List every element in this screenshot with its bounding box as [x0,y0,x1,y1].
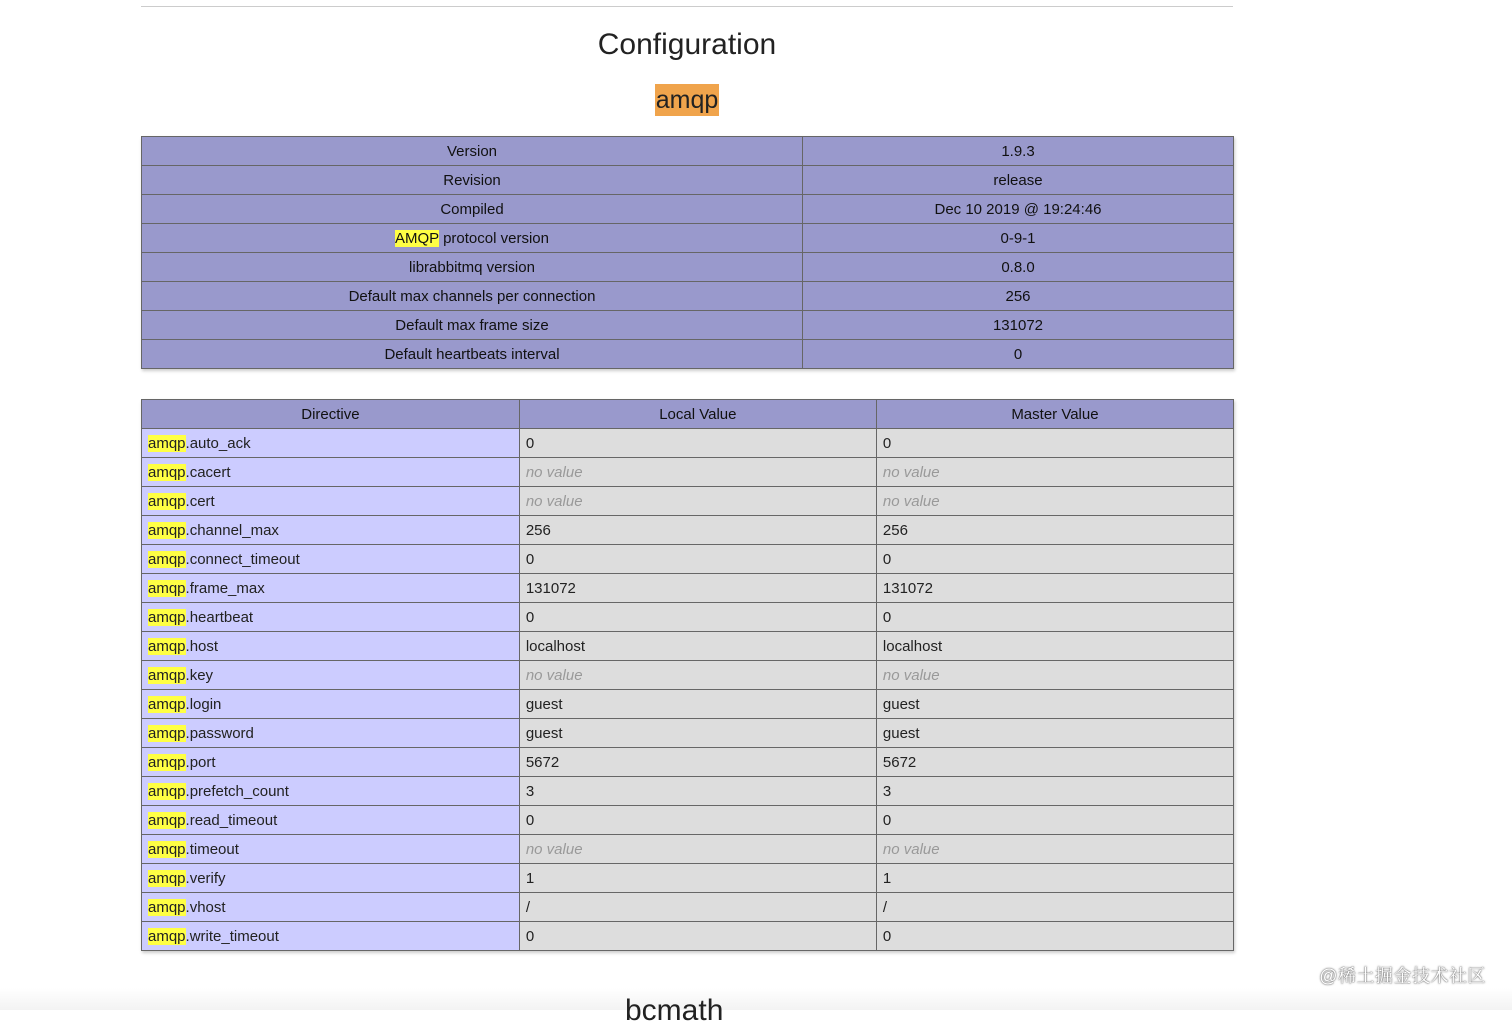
search-highlight: amqp [148,521,186,539]
directive-row [142,690,1234,719]
directive-row [142,893,1234,922]
info-row [142,311,1234,340]
info-key [142,224,803,253]
directive-suffix: .cacert [185,463,231,481]
directive-row [142,487,1234,516]
info-value: 0.8.0 [803,253,1234,282]
directive-row [142,516,1234,545]
directive-name [142,748,520,777]
master-value: guest [876,719,1233,748]
local-value: 3 [519,777,876,806]
master-value: 5672 [876,748,1233,777]
local-value: 0 [519,922,876,951]
directive-suffix: .login [185,695,222,713]
directive-row [142,806,1234,835]
info-key [142,166,803,195]
info-row [142,166,1234,195]
master-value: 0 [876,603,1233,632]
directive-suffix: .key [185,666,214,684]
local-value: 0 [519,603,876,632]
master-value: no value [876,487,1233,516]
search-highlight: amqp [148,579,186,597]
info-row [142,137,1234,166]
directive-row [142,719,1234,748]
info-value: release [803,166,1234,195]
module-title: amqp [655,86,719,114]
search-highlight: amqp [148,550,186,568]
directive-suffix: .password [185,724,254,742]
local-value: no value [519,835,876,864]
local-value: / [519,893,876,922]
master-value: / [876,893,1233,922]
directive-row [142,922,1234,951]
master-value: 0 [876,429,1233,458]
master-value: no value [876,458,1233,487]
module-info-table [141,136,1234,369]
directive-name [142,574,520,603]
section-title: Configuration [597,28,777,61]
directive-name [142,516,520,545]
search-highlight: amqp [148,666,186,684]
search-highlight: amqp [148,869,186,887]
directive-suffix: .host [185,637,219,655]
directive-name [142,429,520,458]
info-key-text: Revision [443,171,501,189]
directive-name [142,458,520,487]
directive-row [142,603,1234,632]
master-value: 0 [876,545,1233,574]
directive-suffix: .heartbeat [185,608,254,626]
search-highlight: amqp [148,724,186,742]
directive-suffix: .prefetch_count [185,782,289,800]
directive-name [142,777,520,806]
master-value: 0 [876,922,1233,951]
watermark: @稀土掘金技术社区 [1319,966,1486,986]
top-divider [141,6,1233,7]
search-highlight: amqp [148,463,186,481]
local-value: 0 [519,429,876,458]
directive-name [142,835,520,864]
directive-column-header: Directive [142,400,520,429]
directive-suffix: .vhost [185,898,226,916]
search-highlight: amqp [148,695,186,713]
info-key-text: Default max channels per connection [348,287,596,305]
directive-row [142,777,1234,806]
master-value: 131072 [876,574,1233,603]
directive-row [142,545,1234,574]
directive-suffix: .timeout [185,840,239,858]
info-row [142,282,1234,311]
search-highlight: amqp [148,782,186,800]
master-value: no value [876,661,1233,690]
info-value: Dec 10 2019 @ 19:24:46 [803,195,1234,224]
info-key-text: protocol version [438,229,549,247]
info-key [142,195,803,224]
local-value: no value [519,458,876,487]
local-value: guest [519,719,876,748]
info-key-text: Default heartbeats interval [384,345,560,363]
info-key-text: Default max frame size [395,316,549,334]
directive-suffix: .frame_max [185,579,265,597]
master-value: 256 [876,516,1233,545]
directives-header-row [142,400,1234,429]
info-row [142,195,1234,224]
directive-name [142,806,520,835]
local-value: 5672 [519,748,876,777]
directive-suffix: .port [185,753,216,771]
search-highlight: amqp [148,927,186,945]
directive-suffix: .connect_timeout [185,550,300,568]
directives-table [141,399,1234,951]
info-key-text: librabbitmq version [409,258,535,276]
next-section-title: bcmath [625,994,724,1027]
local-value: localhost [519,632,876,661]
directive-row [142,661,1234,690]
info-key [142,340,803,369]
directive-name [142,632,520,661]
directive-suffix: .verify [185,869,226,887]
local-value: 0 [519,545,876,574]
info-value: 131072 [803,311,1234,340]
directive-row [142,458,1234,487]
master-value: guest [876,690,1233,719]
directive-name [142,487,520,516]
directive-suffix: .read_timeout [185,811,278,829]
master-value: no value [876,835,1233,864]
search-highlight: amqp [148,608,186,626]
info-key-text: Compiled [440,200,504,218]
directive-row [142,864,1234,893]
info-value: 0 [803,340,1234,369]
local-value: no value [519,661,876,690]
directive-row [142,748,1234,777]
directive-name [142,719,520,748]
module-title-wrapper [141,84,1233,116]
directive-name [142,545,520,574]
local-value: no value [519,487,876,516]
info-key [142,137,803,166]
directive-name [142,661,520,690]
master-value: localhost [876,632,1233,661]
master-value: 0 [876,806,1233,835]
local-value: 1 [519,864,876,893]
directive-name [142,893,520,922]
directive-suffix: .channel_max [185,521,279,539]
directive-suffix: .cert [185,492,215,510]
search-highlight: amqp [148,753,186,771]
directive-name [142,864,520,893]
search-highlight: AMQP [395,229,439,247]
info-key-text: Version [446,142,498,160]
info-key [142,282,803,311]
search-highlight: amqp [148,811,186,829]
master-value-column-header: Master Value [876,400,1233,429]
info-value: 0-9-1 [803,224,1234,253]
info-row [142,253,1234,282]
directive-suffix: .write_timeout [185,927,279,945]
directive-name [142,922,520,951]
info-value: 1.9.3 [803,137,1234,166]
master-value: 3 [876,777,1233,806]
info-row [142,340,1234,369]
search-highlight: amqp [148,492,186,510]
local-value: 131072 [519,574,876,603]
directive-row [142,429,1234,458]
info-key [142,253,803,282]
search-highlight: amqp [148,637,186,655]
master-value: 1 [876,864,1233,893]
search-highlight: amqp [148,434,186,452]
directive-name [142,603,520,632]
info-row [142,224,1234,253]
local-value: 256 [519,516,876,545]
search-highlight: amqp [148,840,186,858]
info-value: 256 [803,282,1234,311]
info-key [142,311,803,340]
local-value: guest [519,690,876,719]
directive-name [142,690,520,719]
search-highlight: amqp [148,898,186,916]
local-value-column-header: Local Value [519,400,876,429]
directive-row [142,574,1234,603]
directive-row [142,632,1234,661]
directive-suffix: .auto_ack [185,434,251,452]
directive-row [142,835,1234,864]
local-value: 0 [519,806,876,835]
